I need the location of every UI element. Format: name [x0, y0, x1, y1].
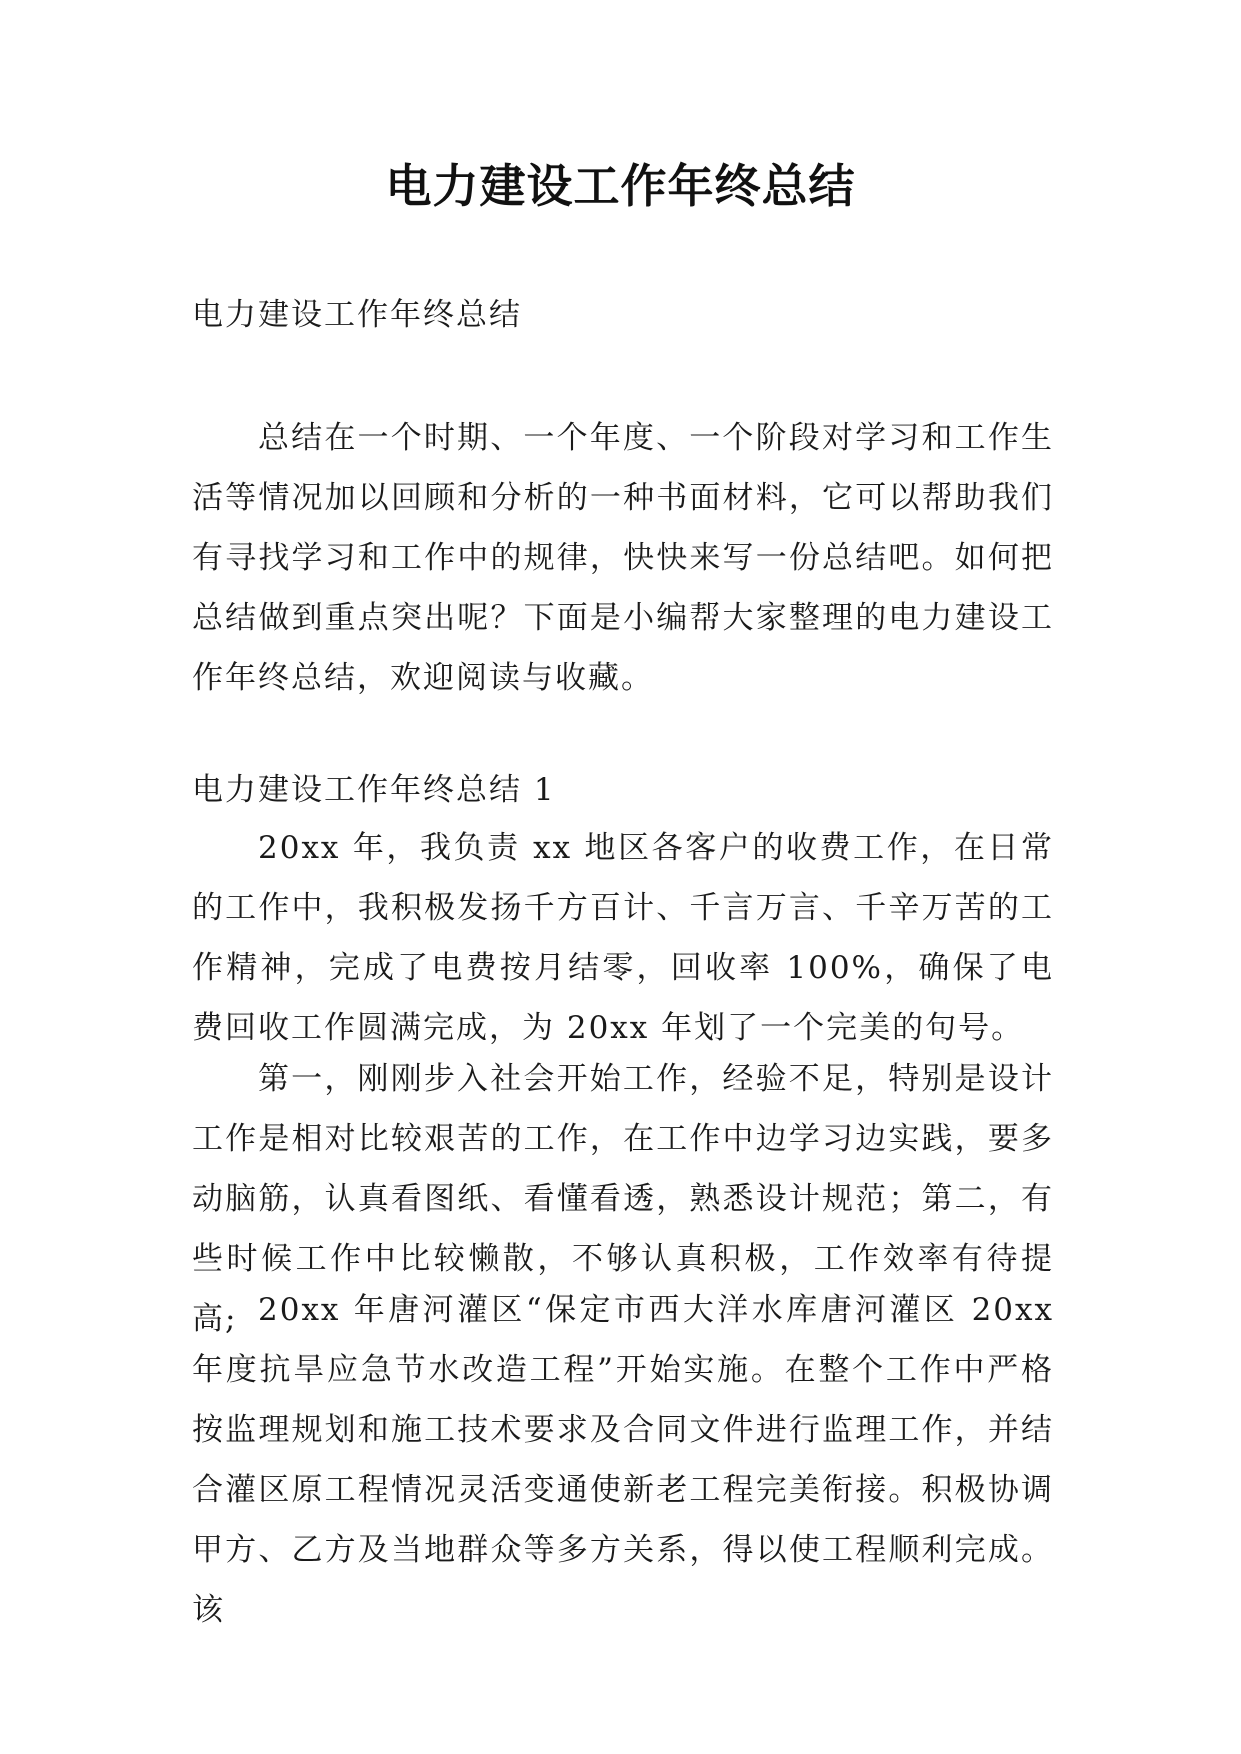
document-subtitle: 电力建设工作年终总结	[192, 297, 522, 333]
body-paragraph: 20xx 年，我负责 xx 地区各客户的收费工作，在日常的工作中，我积极发扬千方百计、千言万言、千辛万苦的工作精神，完成了电费按月结零，回收率 100%，确保了电费回收工作圆满完成，为 20xx 年划了一个完美的句号。	[192, 830, 1054, 1046]
body-paragraph: 第一，刚刚步入社会开始工作，经验不足，特别是设计工作是相对比较艰苦的工作，在工作中边学习边实践，要多动脑筋，认真看图纸、看懂看透，熟悉设计规范；第二，有些时候工作中比较懒散，不够认真积极，工作效率有待提高;	[192, 1061, 1054, 1337]
document-title: 电力建设工作年终总结	[385, 159, 856, 213]
intro-paragraph: 总结在一个时期、一个年度、一个阶段对学习和工作生活等情况加以回顾和分析的一种书面材料，它可以帮助我们有寻找学习和工作中的规律，快快来写一份总结吧。如何把总结做到重点突出呢？下面是小编帮大家整理的电力建设工作年终总结，欢迎阅读与收藏。	[192, 420, 1054, 696]
body-paragraph: 20xx 年唐河灌区“保定市西大洋水库唐河灌区 20xx 年度抗旱应急节水改造工程”开始实施。在整个工作中严格按监理规划和施工技术要求及合同文件进行监理工作，并结合灌区原工程情况灵活变通使新老工程完美衔接。积极协调甲方、乙方及当地群众等多方关系，得以使工程顺利完成。该	[192, 1292, 1054, 1628]
section-heading: 电力建设工作年终总结 1	[192, 772, 556, 808]
